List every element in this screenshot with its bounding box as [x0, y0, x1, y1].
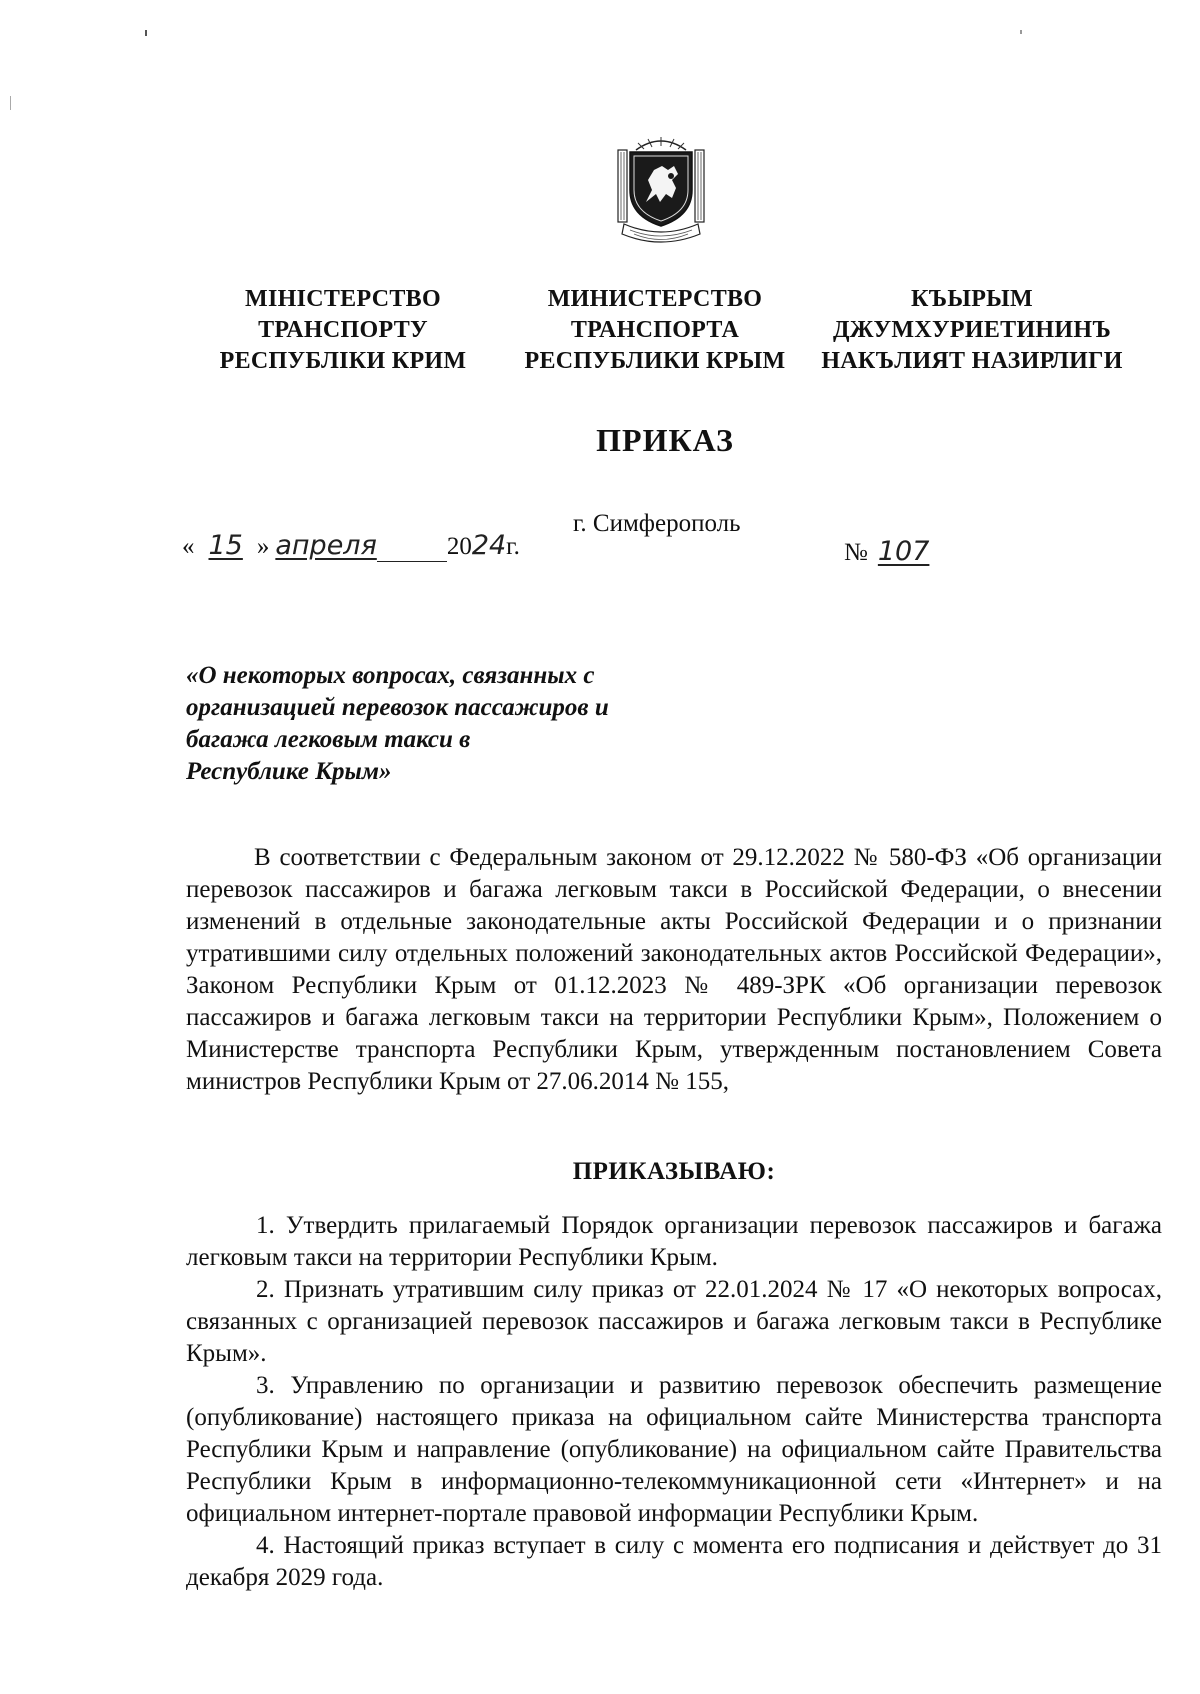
header-crh-line: НАКЪЛИЯТ НАЗИРЛИГИ: [821, 348, 1123, 374]
number-value-handwritten: 107: [877, 536, 930, 567]
document-date: [182, 530, 520, 562]
order-items: [186, 1210, 1162, 1594]
preamble-section: [186, 842, 1162, 1098]
header-ministry-russian: [520, 284, 790, 377]
date-blank-line: [377, 533, 447, 562]
header-ministry-crimean-tatar: [812, 284, 1132, 377]
date-close-quote: »: [256, 533, 270, 560]
document-number: [844, 536, 959, 567]
date-year-prefix: 20: [446, 533, 472, 560]
date-year-end: г.: [506, 533, 520, 560]
date-month-handwritten: апреля: [275, 530, 377, 561]
number-label: №: [844, 539, 868, 566]
order-item: 4. Настоящий приказ вступает в силу с момента его подписания и действует до 31 декабря 2029 года.: [186, 1532, 1162, 1591]
subject-line: Республике Крым»: [186, 758, 392, 785]
header-ministry-ukrainian: [218, 284, 468, 377]
header-ua-line: МІНІСТЕРСТВО: [245, 286, 441, 312]
date-day-handwritten: 15: [208, 530, 243, 561]
scan-speck: [1020, 30, 1022, 34]
header-ru-line: РЕСПУБЛИКИ КРЫМ: [524, 348, 786, 374]
date-open-quote: «: [182, 533, 195, 560]
header-ua-line: РЕСПУБЛІКИ КРИМ: [219, 348, 467, 374]
crimea-coat-of-arms-emblem: [616, 136, 706, 250]
preamble-paragraph: В соответствии с Федеральным законом от 29.12.2022 № 580-ФЗ «Об организации перевозок пассажиров и багажа легковым такси в Российской Федерации, о внесении изменений в отдельные законодательные акты Российской Федерации и о признании утратившими силу отдельных положений законодательных актов Российской Федерации», Законом Республики Крым от 01.12.2023 № 489-ЗРК «Об организации перевозок пассажиров и багажа легковым такси на территории Республики Крым», Положением о Министерстве транспорта Республики Крым, утвержденным постановлением Совета министров Республики Крым от 27.06.2014 № 155,: [186, 844, 1162, 1095]
header-crh-line: КЪЫРЫМ: [910, 286, 1033, 312]
scan-speck: [10, 96, 11, 110]
document-type-title: ПРИКАЗ: [596, 422, 734, 458]
document-subject: [186, 660, 746, 788]
scan-speck: [145, 30, 147, 36]
header-ru-line: МИНИСТЕРСТВО: [547, 286, 763, 312]
header-crh-line: ДЖУМХУРИЕТИНИНЪ: [833, 317, 1111, 343]
order-item: 2. Признать утратившим силу приказ от 22.01.2024 № 17 «О некоторых вопросах, связанных с организацией перевозок пассажиров и багажа легковым такси в Республике Крым».: [186, 1276, 1162, 1367]
header-ua-line: ТРАНСПОРТУ: [258, 317, 428, 343]
header-ru-line: ТРАНСПОРТА: [570, 317, 740, 343]
order-item: 3. Управлению по организации и развитию перевозок обеспечить размещение (опубликование) настоящего приказа на официальном сайте Министерства транспорта Республики Крым и направление (опубликование) на официальном сайте Правительства Республики Крым в информационно-телекоммуникационной сети «Интернет» и на официальном интернет-портале правовой информации Республики Крым.: [186, 1372, 1162, 1527]
date-year-handwritten: 24: [471, 530, 507, 561]
subject-line: «О некоторых вопросах, связанных с: [186, 662, 595, 689]
subject-line: багажа легковым такси в: [186, 726, 471, 753]
order-item: 1. Утвердить прилагаемый Порядок организации перевозок пассажиров и багажа легковым такси на территории Республики Крым.: [186, 1212, 1162, 1271]
issue-city: г. Симферополь: [573, 510, 741, 537]
subject-line: организацией перевозок пассажиров и: [186, 694, 609, 721]
order-word-heading: ПРИКАЗЫВАЮ:: [572, 1158, 776, 1185]
